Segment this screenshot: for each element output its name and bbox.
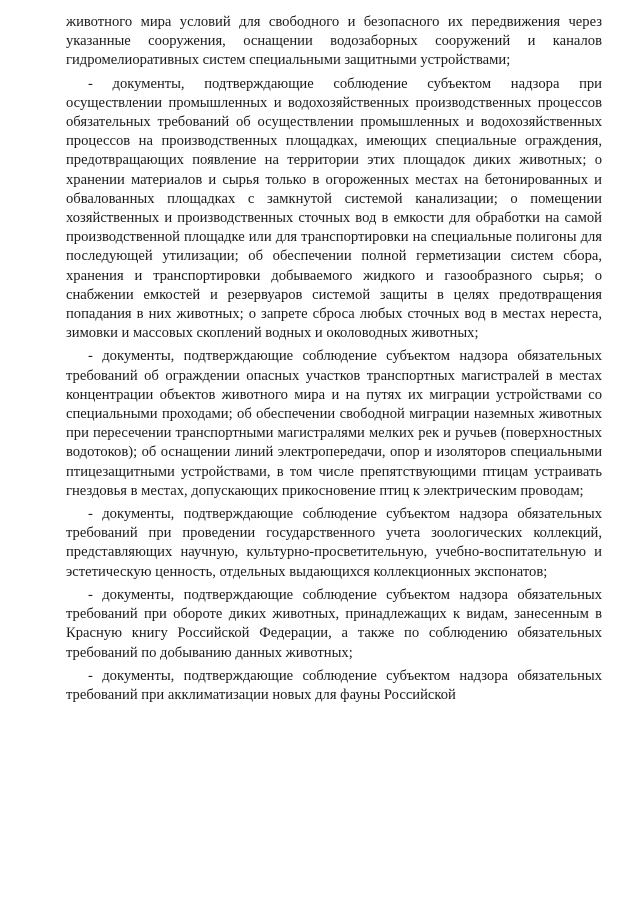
paragraph-acclimatization: - документы, подтверждающие соблюдение субъектом надзора обязательных требований при акклиматизации новых для фауны Российской <box>66 667 602 703</box>
paragraph-continuation: животного мира условий для свободного и безопасного их передвижения через указанные сооружения, оснащении водозаборных сооружений и каналов гидромелиоративных систем специальными защитными устройствами; <box>66 14 602 69</box>
paragraph-transport-highways: - документы, подтверждающие соблюдение субъектом надзора обязательных требований об ограждении опасных участков транспортных магистралей в местах концентрации объектов животного мира и на путях их миграции устройствами со специальными проходами; об обеспечении свободной миграции наземных животных при пересечении транспортными магистралями мелких рек и ручьев (поверхностных водотоков); об оснащении линий электропередачи, опор и изоляторов специальными птицезащитными устройствами, в том числе препятствующими птицам устраивать гнездовья в местах, допускающих прикосновение птиц к электрическим проводам; <box>66 348 602 499</box>
document-page <box>66 13 602 705</box>
paragraph-industrial-processes: - документы, подтверждающие соблюдение субъектом надзора при осуществлении промышленных и водохозяйственных производственных процессов обязательных требований об осуществлении промышленных и водохозяйственных процессов на производственных площадках, имеющих специальные ограждения, предотвращающих появление на территории этих площадок диких животных; о хранении материалов и сырья только в огороженных местах на бетонированных и обвалованных площадках с замкнутой системой канализации; о помещении хозяйственных и производственных сточных вод в емкости для обработки на самой производственной площадке или для транспортировки на специальные полигоны для последующей утилизации; об обеспечении полной герметизации систем сбора, хранения и транспортировки добываемого жидкого и газообразного сырья; о снабжении емкостей и резервуаров системой защиты в целях предотвращения попадания в них животных; о запрете сброса любых сточных вод в местах нереста, зимовки и массовых скоплений водных и околоводных животных; <box>66 75 602 342</box>
paragraph-red-book-animals: - документы, подтверждающие соблюдение субъектом надзора обязательных требований при обороте диких животных, принадлежащих к видам, занесенным в Красную книгу Российской Федерации, а также по соблюдению обязательных требований по добыванию данных животных; <box>66 586 602 661</box>
paragraph-zoological-collections: - документы, подтверждающие соблюдение субъектом надзора обязательных требований при проведении государственного учета зоологических коллекций, представляющих научную, культурно-просветительную, учебно-воспитательную и эстетическую ценность, отдельных выдающихся коллекционных экспонатов; <box>66 506 602 580</box>
